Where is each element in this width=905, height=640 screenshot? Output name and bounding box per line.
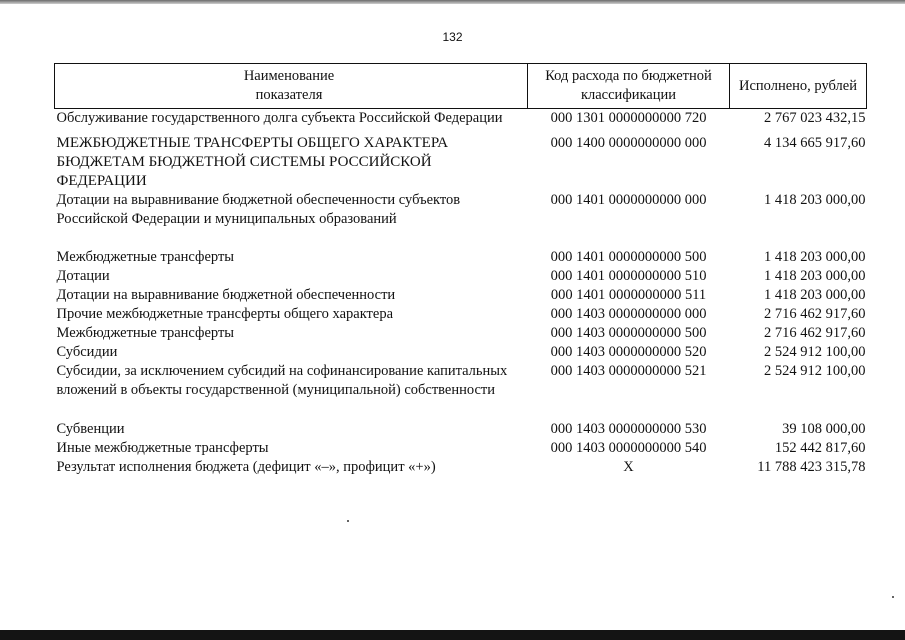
header-executed-amount-line1: Исполнено, рублей <box>739 77 857 94</box>
row-value: 2 524 912 100,00 <box>764 344 866 360</box>
row-value: 2 524 912 100,00 <box>764 363 866 379</box>
row-code: 000 1401 0000000000 510 <box>550 268 707 284</box>
scan-speck <box>892 596 894 598</box>
row-value: 39 108 000,00 <box>782 421 866 437</box>
row-code: 000 1400 0000000000 000 <box>550 135 707 151</box>
row-code: 000 1401 0000000000 511 <box>550 287 707 303</box>
row-value: 1 418 203 000,00 <box>764 192 866 208</box>
row-name: Межбюджетные трансферты <box>56 325 235 341</box>
budget-execution-table <box>54 63 867 477</box>
row-code: 000 1301 0000000000 720 <box>550 110 707 126</box>
row-name: Обслуживание государственного долга субъекта Российской Федерации <box>56 110 503 126</box>
header-expense-code-line2: классификации <box>580 87 677 103</box>
table-row <box>55 191 867 248</box>
row-code: 000 1401 0000000000 000 <box>550 192 707 208</box>
table-row <box>55 420 867 439</box>
table-row <box>55 109 867 129</box>
row-name: Субсидии, за исключением субсидий на софинансирование капитальных вложений в объекты государственной (муниципальной) собственности <box>56 363 508 398</box>
row-code: Х <box>623 459 634 475</box>
table-row <box>55 439 867 458</box>
row-value: 11 788 423 315,78 <box>757 459 866 475</box>
header-expense-code <box>528 64 730 109</box>
header-executed-amount <box>730 64 867 109</box>
table-row <box>55 458 867 477</box>
header-expense-code-line1: Код расхода по бюджетной <box>545 68 712 84</box>
row-code: 000 1403 0000000000 000 <box>550 306 707 322</box>
row-name: Прочие межбюджетные трансферты общего характера <box>56 306 394 322</box>
table-row <box>55 305 867 324</box>
table-row <box>55 362 867 420</box>
row-code: 000 1401 0000000000 500 <box>550 249 707 265</box>
row-name: Межбюджетные трансферты <box>56 249 235 265</box>
row-value: 2 716 462 917,60 <box>764 306 866 322</box>
row-code: 000 1403 0000000000 521 <box>550 363 707 379</box>
row-name: Дотации на выравнивание бюджетной обеспеченности <box>56 287 396 303</box>
row-code: 000 1403 0000000000 500 <box>550 325 707 341</box>
row-value: 1 418 203 000,00 <box>764 287 866 303</box>
table-row <box>55 248 867 267</box>
table-row <box>55 128 867 191</box>
table-row <box>55 267 867 286</box>
row-name: Субвенции <box>56 421 125 437</box>
scan-edge-bottom <box>0 630 905 640</box>
table-row <box>55 324 867 343</box>
header-indicator-name <box>55 64 528 109</box>
row-name: Субсидии <box>56 344 118 360</box>
row-name: Дотации <box>56 268 110 284</box>
row-value: 4 134 665 917,60 <box>764 135 866 151</box>
header-indicator-name-line1: Наименование <box>243 68 335 84</box>
row-name: Иные межбюджетные трансферты <box>56 440 269 456</box>
scan-edge-top <box>0 0 905 4</box>
row-value: 1 418 203 000,00 <box>764 249 866 265</box>
row-code: 000 1403 0000000000 530 <box>550 421 707 437</box>
row-code: 000 1403 0000000000 540 <box>550 440 707 456</box>
row-name: Результат исполнения бюджета (дефицит «–», профицит «+») <box>56 459 436 475</box>
row-value: 1 418 203 000,00 <box>764 268 866 284</box>
page-number: 132 <box>442 30 463 44</box>
row-value: 2 716 462 917,60 <box>764 325 866 341</box>
table-header-row <box>55 64 867 109</box>
table-row <box>55 343 867 362</box>
table-row <box>55 286 867 305</box>
row-name: МЕЖБЮДЖЕТНЫЕ ТРАНСФЕРТЫ ОБЩЕГО ХАРАКТЕРА БЮДЖЕТАМ БЮДЖЕТНОЙ СИСТЕМЫ РОССИЙСКОЙ ФЕДЕРАЦИИ <box>56 135 449 189</box>
row-code: 000 1403 0000000000 520 <box>550 344 707 360</box>
header-indicator-name-line2: показателя <box>255 87 323 103</box>
row-value: 2 767 023 432,15 <box>764 110 866 126</box>
scan-speck <box>347 520 349 522</box>
row-name: Дотации на выравнивание бюджетной обеспеченности субъектов Российской Федерации и муниципальных образований <box>56 192 461 227</box>
row-value: 152 442 817,60 <box>774 440 866 456</box>
